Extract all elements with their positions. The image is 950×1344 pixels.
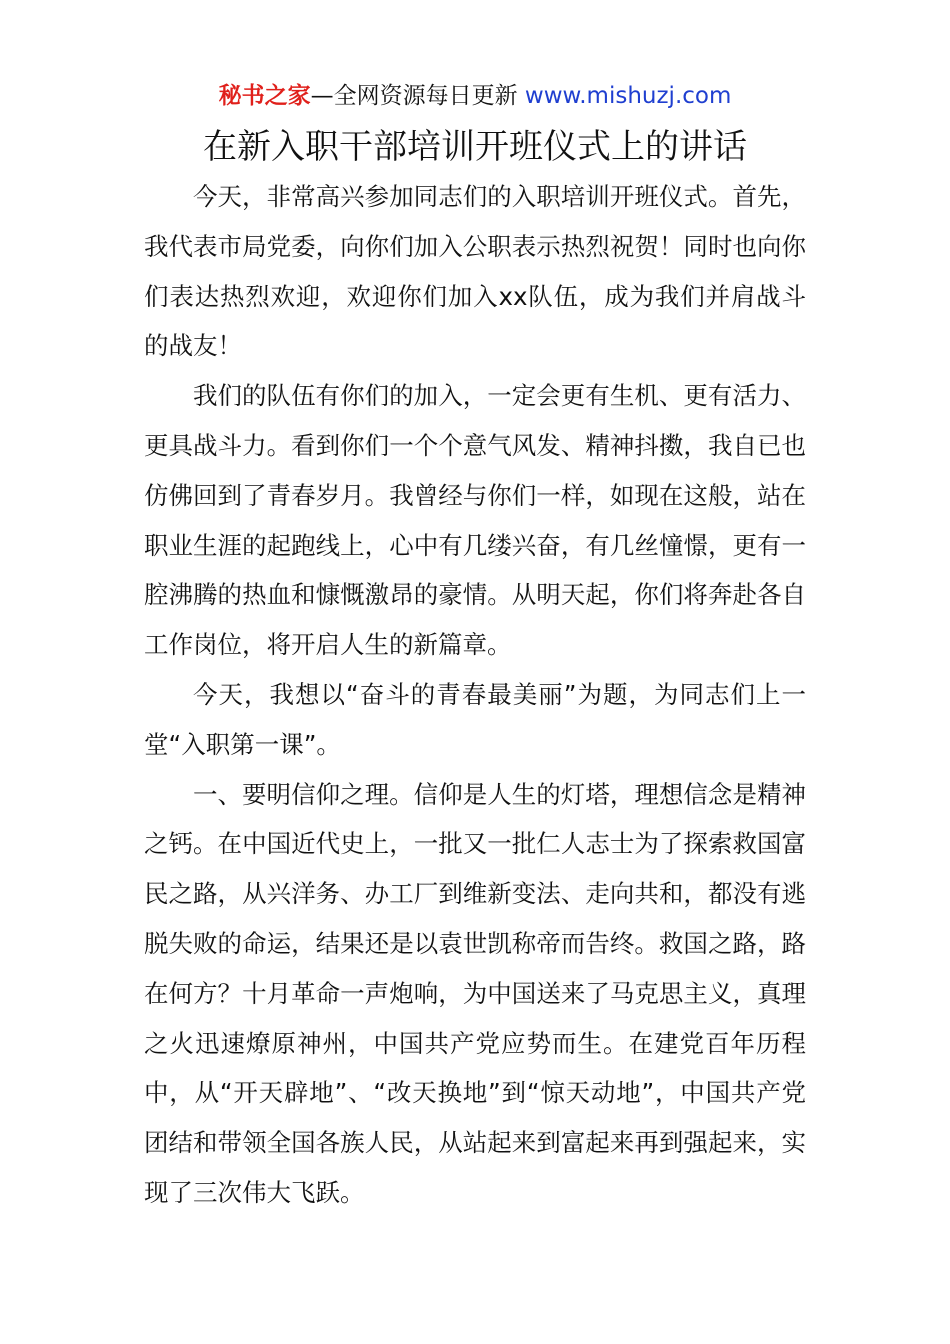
site-brand: 秘书之家: [218, 83, 311, 109]
paragraph-1: 今天，非常高兴参加同志们的入职培训开班仪式。首先，我代表市局党委，向你们加入公职表示热烈祝贺！同时也向你们表达热烈欢迎，欢迎你们加入xx队伍，成为我们并肩战斗的战友！: [144, 182, 806, 361]
paragraph-4: 一、要明信仰之理。信仰是人生的灯塔，理想信念是精神之钙。在中国近代史上，一批又一批仁人志士为了探索救国富民之路，从兴洋务、办工厂到维新变法、走向共和，都没有逃脱失败的命运，结果还是以袁世凯称帝而告终。救国之路，路在何方？十月革命一声炮响，为中国送来了马克思主义，真理之火迅速燎原神州，中国共产党应势而生。在建党百年历程中，从“开天辟地”、“改天换地”到“惊天动地”，中国共产党团结和带领全国各族人民，从站起来到富起来再到强起来，实现了三次伟大飞跃。: [144, 779, 806, 1207]
document-title: 在新入职干部培训开班仪式上的讲话: [203, 127, 747, 167]
site-url-link[interactable]: www.mishuzj.com: [524, 83, 732, 109]
paragraph-3: 今天，我想以“奋斗的青春最美丽”为题，为同志们上一堂“入职第一课”。: [144, 679, 806, 759]
paragraph-2: 我们的队伍有你们的加入，一定会更有生机、更有活力、更具战斗力。看到你们一个个意气风发、精神抖擞，我自已也仿佛回到了青春岁月。我曾经与你们一样，如现在这般，站在职业生涯的起跑线上，心中有几缕兴奋，有几丝憧憬，更有一腔沸腾的热血和慷慨激昂的豪情。从明天起，你们将奔赴各自工作岗位，将开启人生的新篇章。: [144, 381, 806, 660]
site-tagline: —全网资源每日更新: [310, 83, 525, 109]
document-body: [144, 172, 806, 1218]
site-header: [0, 80, 950, 112]
